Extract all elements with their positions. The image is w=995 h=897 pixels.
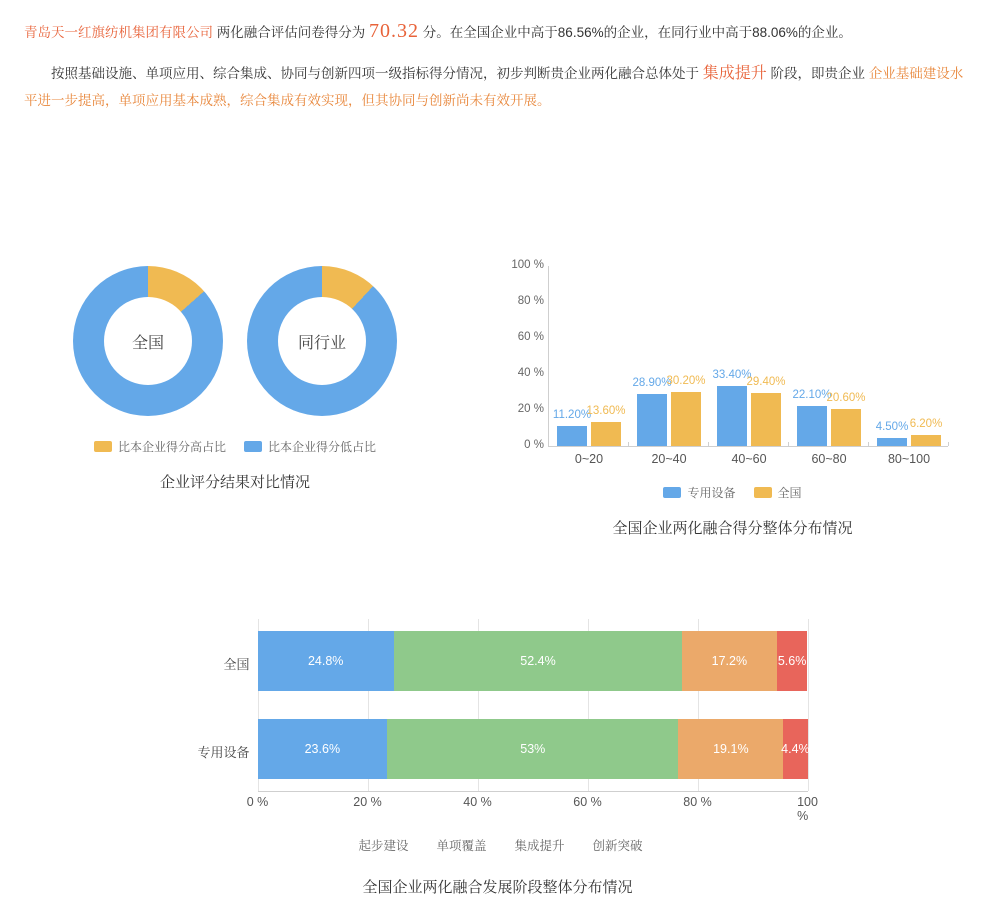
legend-item-lower[interactable] — [244, 438, 376, 455]
stage-highlight: 集成提升 — [702, 65, 767, 82]
stacked-chart-caption: 全国企业两化融合发展阶段整体分布情况 — [362, 879, 633, 896]
x-tick-label: 100 % — [797, 795, 818, 823]
bar-legend — [470, 484, 995, 501]
segment-value-label: 4.4% — [781, 742, 810, 756]
bar-value-label: 13.60% — [586, 404, 626, 417]
legend-swatch-icon — [94, 441, 112, 452]
legend-label: 全国 — [777, 486, 802, 500]
segment-value-label: 23.6% — [304, 742, 341, 756]
bar-series-1[interactable] — [826, 391, 866, 446]
donut-industry — [247, 266, 397, 416]
bar-series-1[interactable] — [586, 404, 626, 447]
donut-chart-caption: 企业评分结果对比情况 — [159, 474, 310, 491]
legend-item-integration[interactable] — [509, 836, 565, 854]
row-label-special-equipment: 专用设备 — [197, 745, 250, 760]
legend-label: 起步建设 — [358, 839, 409, 853]
y-tick-label: 60 % — [517, 331, 544, 343]
bar-series-1[interactable] — [909, 417, 943, 446]
summary-line1-part1: 两化融合评估问卷得分为 — [216, 25, 366, 40]
x-axis-line — [258, 791, 808, 792]
legend-label: 单项覆盖 — [436, 839, 487, 853]
bar-series-0[interactable] — [712, 368, 752, 446]
x-axis-line — [548, 446, 948, 447]
stacked-legend — [0, 836, 995, 854]
bar-series-0[interactable] — [552, 408, 592, 446]
bar-group — [629, 266, 709, 446]
segment-value-label: 52.4% — [520, 654, 556, 668]
legend-item-special-equipment[interactable] — [663, 484, 735, 501]
stack-segment-2[interactable] — [678, 719, 783, 779]
segment-value-label: 53% — [520, 742, 546, 756]
bar-series-1[interactable] — [666, 374, 706, 446]
bar-series-0[interactable] — [632, 377, 672, 446]
donut-group — [0, 266, 470, 416]
overall-score: 70.32 — [369, 20, 420, 42]
y-tick-label: 80 % — [517, 295, 544, 307]
x-tick-label: 40~60 — [731, 452, 767, 466]
bar-chart-block — [470, 259, 995, 538]
bar-chart-plot — [500, 259, 970, 466]
y-tick-label: 40 % — [517, 367, 544, 379]
x-tick-label: 0 % — [246, 795, 269, 809]
stacked-chart-block — [0, 619, 995, 897]
y-tick-label: 20 % — [517, 403, 544, 415]
bar-value-label: 6.20% — [909, 417, 943, 430]
bar-groups — [549, 266, 949, 446]
donut-chart-block — [0, 266, 470, 492]
summary-para2-part1: 按照基础设施、单项应用、综合集成、协同与创新四项一级指标得分情况，初步判断贵企业两化融合总体处于 — [51, 66, 699, 81]
bar-group — [549, 266, 629, 446]
x-tick-label: 20~40 — [651, 452, 687, 466]
segment-value-label: 5.6% — [777, 654, 807, 668]
legend-label: 比本企业得分高占比 — [117, 440, 226, 454]
bar-value-label: 33.40% — [712, 368, 752, 381]
bar-value-label: 11.20% — [552, 408, 592, 421]
bar-value-label: 20.60% — [826, 391, 866, 404]
legend-label: 集成提升 — [514, 839, 565, 853]
legend-item-higher[interactable] — [94, 438, 226, 455]
stack-segment-3[interactable] — [777, 631, 808, 691]
bar-series-1[interactable] — [746, 376, 786, 446]
x-tick-label: 20 % — [353, 795, 382, 809]
legend-item-start-building[interactable] — [352, 836, 408, 854]
stacked-chart-plot — [188, 619, 818, 823]
stack-segment-2[interactable] — [682, 631, 777, 691]
stack-segment-3[interactable] — [781, 719, 810, 779]
company-name: 青岛天一红旗纺机集团有限公司 — [24, 25, 213, 40]
bar-value-label: 30.20% — [666, 374, 706, 387]
summary-text — [0, 0, 995, 114]
donut-national — [73, 266, 223, 416]
bar-value-label: 22.10% — [792, 389, 832, 402]
bar-group — [709, 266, 789, 446]
segment-value-label: 17.2% — [711, 654, 748, 668]
donut-legend — [0, 438, 470, 455]
segment-value-label: 19.1% — [713, 742, 749, 756]
x-tick-label: 0~20 — [574, 452, 604, 466]
y-tick-label: 100 % — [511, 259, 544, 271]
summary-line1-part2: 分。在全国企业中高于86.56%的企业，在同行业中高于88.06%的企业。 — [422, 25, 852, 40]
legend-swatch-icon — [663, 487, 681, 498]
bar-group — [869, 266, 949, 446]
x-tick-label: 60 % — [573, 795, 602, 809]
legend-item-single-coverage[interactable] — [430, 836, 486, 854]
legend-swatch-icon — [244, 441, 262, 452]
stack-segment-0[interactable] — [258, 719, 388, 779]
legend-label: 创新突破 — [592, 839, 643, 853]
bar-value-label: 29.40% — [746, 376, 786, 389]
legend-item-national[interactable] — [754, 484, 802, 501]
segment-value-label: 24.8% — [307, 654, 344, 668]
summary-line-1 — [24, 18, 971, 46]
legend-label: 比本企业得分低占比 — [268, 440, 377, 454]
bar-series-0[interactable] — [875, 420, 909, 446]
summary-paragraph-2 — [24, 60, 971, 114]
stacked-row — [258, 631, 808, 691]
stack-segment-1[interactable] — [394, 631, 682, 691]
summary-para2-orange: 企业基础建设水平进一步提高，单项应用基本成熟，综合集成有效实现，但其协同与创新尚未有效开展。 — [24, 66, 964, 108]
x-tick-label: 40 % — [463, 795, 492, 809]
stacked-row — [258, 719, 808, 779]
bar-value-label: 28.90% — [632, 377, 672, 389]
bar-chart-caption: 全国企业两化融合得分整体分布情况 — [612, 520, 853, 537]
stack-segment-1[interactable] — [387, 719, 678, 779]
x-tick-labels — [549, 452, 949, 466]
donut-center-label: 全国 — [131, 334, 164, 352]
summary-para2-part2: 阶段，即贵企业 — [770, 66, 866, 81]
grid-line — [808, 619, 809, 791]
donut-center-label: 同行业 — [297, 334, 346, 352]
x-tick-label: 60~80 — [811, 452, 847, 466]
bar-value-label: 4.50% — [875, 420, 909, 433]
legend-swatch-icon — [754, 487, 772, 498]
x-tick-label: 80 % — [683, 795, 712, 809]
stack-segment-0[interactable] — [258, 631, 394, 691]
legend-item-innovation[interactable] — [587, 836, 643, 854]
legend-label: 专用设备 — [687, 486, 736, 500]
bar-group — [789, 266, 869, 446]
bar-series-0[interactable] — [792, 389, 832, 446]
x-tick-label: 80~100 — [887, 452, 931, 466]
y-tick-label: 0 % — [524, 439, 544, 451]
row-label-national: 全国 — [223, 657, 250, 672]
